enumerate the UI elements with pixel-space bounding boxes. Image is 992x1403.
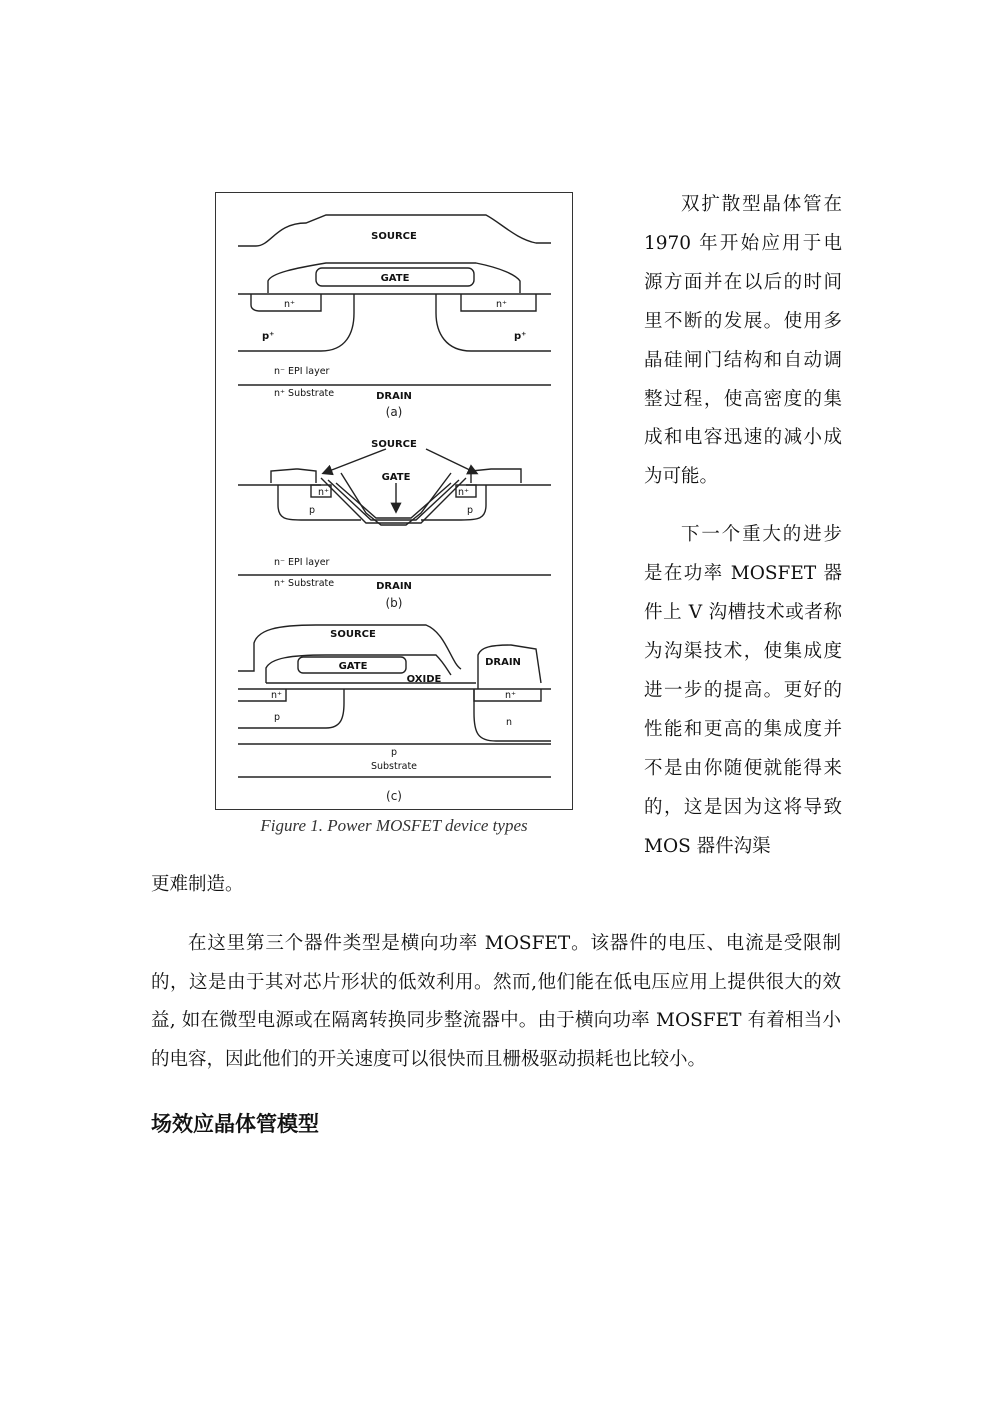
a-n-left-label: n⁺ [284, 299, 296, 310]
b-n-left-label: n⁺ [318, 487, 330, 498]
a-substrate-label: n⁺ Substrate [274, 388, 335, 399]
b-arrow-left [324, 449, 386, 473]
a-drain-label: DRAIN [376, 391, 412, 402]
mosfet-figure [215, 192, 573, 810]
body-paragraph: 在这里第三个器件类型是横向功率 MOSFET。该器件的电压、电流是受限制的，这是由于其对芯片形状的低效利用。然而,他们能在低电压应用上提供很大的效益, 如在微型电源或在隔离转换同步整流器中。由于横向功率 MOSFET 有着相当小的电容，因此他们的开关速度可以很快而且栅极驱动损耗也比较小。 [151, 933, 841, 1070]
b-drain-label: DRAIN [376, 581, 412, 592]
figure-caption: Figure 1. Power MOSFET device types [260, 816, 528, 835]
c-p-sub-label: p [390, 747, 398, 758]
b-groove-outer [321, 478, 466, 523]
b-gate-label: GATE [381, 472, 411, 483]
c-n-right-label: n⁺ [505, 690, 517, 701]
b-n-right-label: n⁺ [458, 487, 470, 498]
a-p-left-label: p⁺ [262, 331, 275, 342]
c-drain-label: DRAIN [485, 657, 521, 668]
a-n-right-label: n⁺ [496, 299, 508, 310]
c-gate-label: GATE [338, 661, 368, 672]
mosfet-diagrams [216, 193, 574, 811]
c-n-left-label: n⁺ [271, 690, 283, 701]
b-source-label: SOURCE [371, 439, 417, 450]
paragraph-continuation: 更难制造。 [151, 874, 244, 895]
b-sublabel: (b) [385, 596, 403, 610]
c-p-left-label: p [274, 712, 281, 723]
b-groove-inner [336, 483, 451, 518]
a-p-right-label: p⁺ [514, 331, 527, 342]
side-paragraph-2: 下一个重大的进步是在功率 MOSFET 器件上 V 沟槽技术或者称为沟渠技术，使集成度进一步的提高。更好的性能和更高的集成度并不是由你随便就能得来的，这是因为这将导致 MOS 器件沟渠 [644, 524, 842, 857]
c-sublabel: (c) [386, 789, 402, 803]
b-arrow-right [426, 449, 476, 473]
a-epi-label: n⁻ EPI layer [274, 366, 330, 377]
b-substrate-label: n⁺ Substrate [274, 578, 335, 589]
b-p-right-label: p [467, 505, 474, 516]
b-source-right [471, 469, 521, 483]
c-source-label: SOURCE [330, 629, 376, 640]
c-substrate-label: Substrate [370, 761, 418, 772]
a-p-right [436, 294, 551, 351]
a-source-label: SOURCE [371, 231, 417, 242]
a-p-left [238, 294, 354, 351]
b-source-left [271, 469, 316, 483]
a-gate-label: GATE [380, 273, 410, 284]
c-n-region-label: n [506, 717, 513, 728]
section-heading: 场效应晶体管模型 [151, 1111, 319, 1136]
b-groove-mid [328, 480, 459, 520]
c-oxide-label: OXIDE [406, 674, 442, 685]
side-column [644, 186, 842, 866]
b-p-left-label: p [309, 505, 316, 516]
b-epi-label: n⁻ EPI layer [274, 557, 330, 568]
c-p-left [238, 689, 344, 728]
side-paragraph-1: 双扩散型晶体管在1970 年开始应用于电源方面并在以后的时间里不断的发展。使用多晶硅闸门结构和自动调整过程，使高密度的集成和电容迅速的减小成为可能。 [644, 194, 842, 488]
a-sublabel: (a) [385, 405, 403, 419]
